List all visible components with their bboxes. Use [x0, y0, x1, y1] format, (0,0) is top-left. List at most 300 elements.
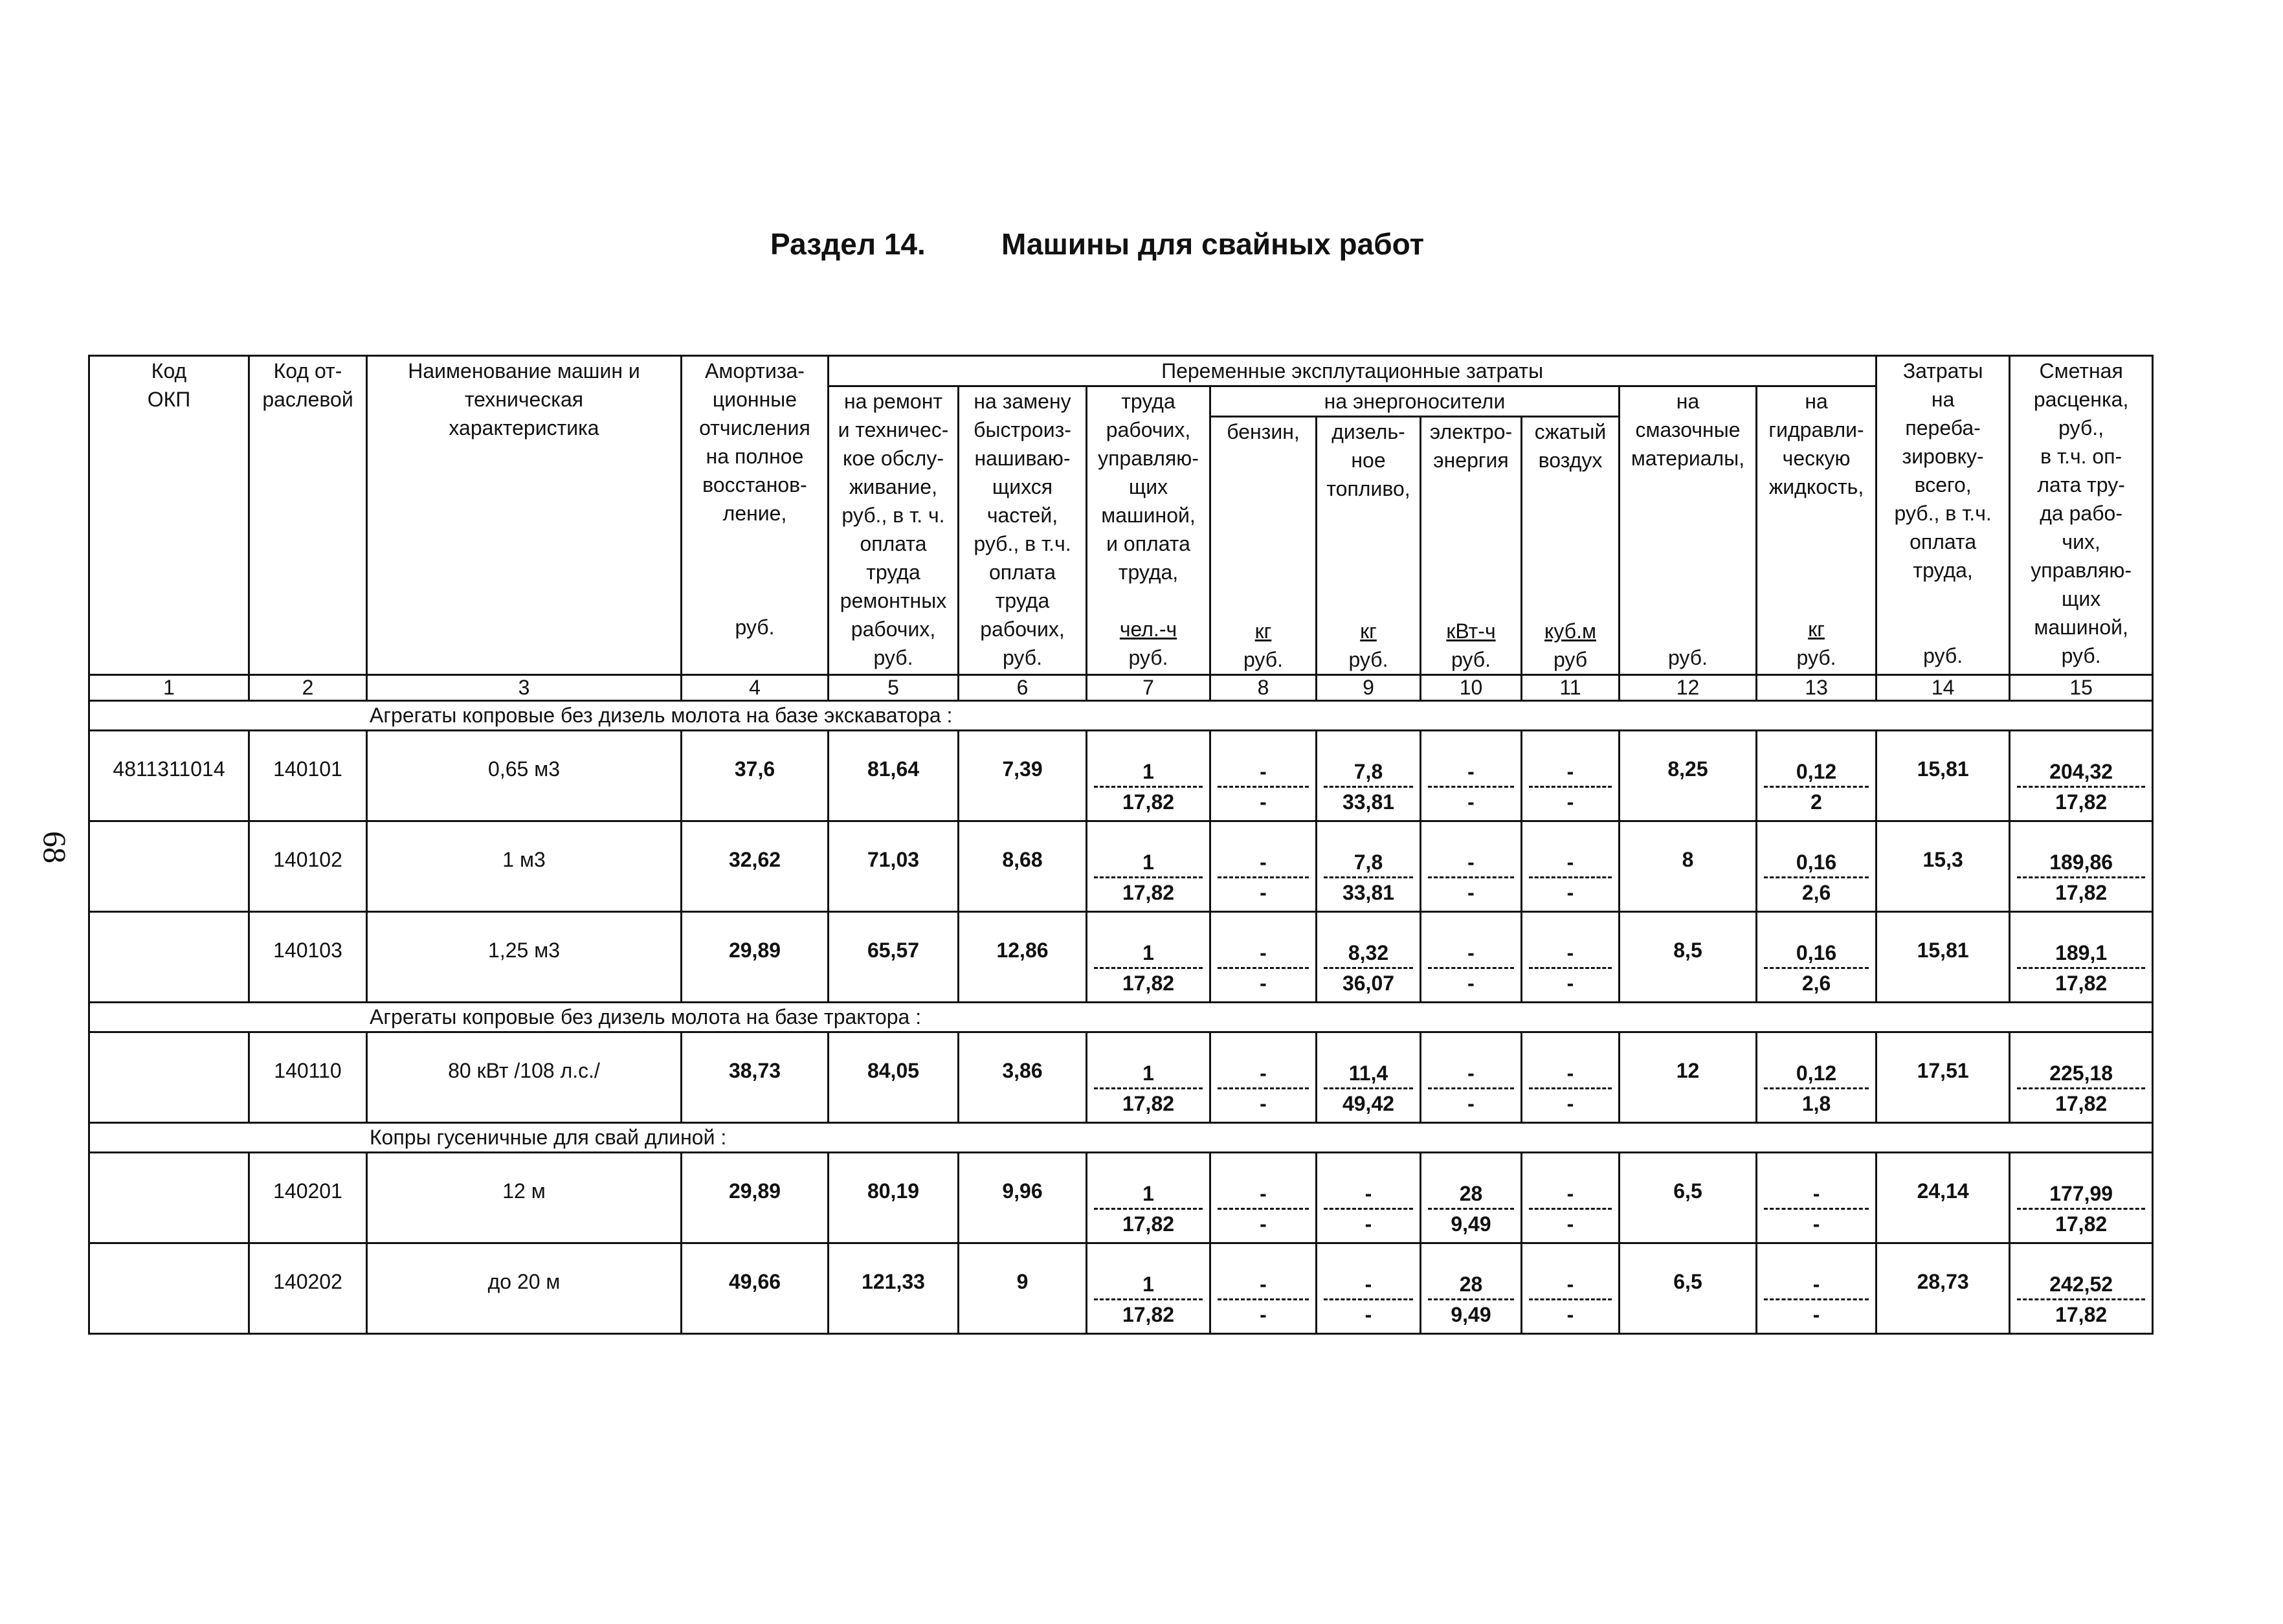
labor — [1087, 912, 1210, 1003]
header-line: ление, — [722, 502, 787, 525]
hydraulic-fluid — [1757, 1032, 1877, 1123]
hydraulic-fluid-bottom: 2,6 — [1801, 881, 1831, 904]
header-line: машиной, — [2034, 616, 2128, 639]
header-line: всего, — [1914, 473, 1972, 496]
parts-cost — [959, 731, 1087, 821]
labor — [1087, 1032, 1210, 1123]
unit-label: кг — [1360, 619, 1377, 643]
hydraulic-fluid-pair — [1757, 939, 1875, 997]
electricity-pair — [1421, 1179, 1520, 1238]
estimate-rate-bottom: 17,82 — [2055, 1212, 2108, 1236]
unit-label: руб. — [1796, 646, 1836, 669]
header-parts — [959, 386, 1087, 675]
header-line: ное — [1351, 449, 1386, 472]
parts-cost-value: 9 — [1016, 1270, 1029, 1293]
diesel-bottom: 36,07 — [1342, 972, 1395, 995]
header-line: ционные — [712, 388, 797, 411]
header-line: управляю- — [2031, 559, 2132, 582]
header-okp — [89, 356, 249, 675]
compressed-air — [1522, 821, 1620, 912]
compressed-air — [1522, 1243, 1620, 1334]
relocation-value: 15,3 — [1922, 848, 1963, 871]
amortization — [682, 1153, 829, 1243]
header-line: восстанов- — [702, 473, 807, 496]
labor-pair — [1087, 848, 1209, 907]
group-row — [89, 1123, 2153, 1153]
sector-code — [249, 912, 367, 1003]
estimate-rate-pair — [2010, 939, 2152, 997]
header-line: гидравли- — [1768, 418, 1864, 441]
compressed-air-top: - — [1529, 1179, 1612, 1210]
header-line: руб., в т. ч. — [841, 504, 945, 527]
table-row — [89, 821, 2153, 912]
labor — [1087, 821, 1210, 912]
header-line: сжатый — [1534, 420, 1607, 443]
amortization — [682, 731, 829, 821]
machine-name — [367, 1032, 682, 1123]
compressed-air-pair — [1522, 848, 1618, 907]
repair-cost — [829, 731, 959, 821]
okp-code — [89, 1243, 249, 1334]
header-line: ческую — [1782, 447, 1851, 470]
header-line: на — [1676, 390, 1700, 413]
labor-top: 1 — [1094, 1179, 1203, 1210]
column-number: 2 — [249, 675, 367, 701]
unit-label: руб. — [735, 616, 775, 639]
header-line: быстроиз- — [974, 418, 1071, 441]
unit-label: руб. — [873, 646, 913, 669]
sector-code-value: 140110 — [274, 1059, 342, 1082]
header-line: Затраты — [1902, 359, 1983, 383]
header-line: чих, — [2062, 530, 2100, 553]
group-title: Копры гусеничные для свай длиной : — [89, 1123, 2153, 1153]
labor-top: 1 — [1094, 1059, 1203, 1089]
compressed-air-pair — [1522, 939, 1618, 997]
table-row — [89, 1153, 2153, 1243]
header-relocation — [1877, 356, 2010, 675]
petrol-top: - — [1218, 848, 1309, 878]
estimate-rate-top: 225,18 — [2017, 1059, 2145, 1089]
relocation — [1877, 731, 2010, 821]
header-line: топливо, — [1326, 477, 1410, 500]
hydraulic-fluid-pair — [1757, 1179, 1875, 1238]
lubricants-value: 6,5 — [1673, 1179, 1702, 1203]
machine-name-value: 80 кВт /108 л.с./ — [448, 1059, 600, 1082]
hydraulic-fluid — [1757, 1153, 1877, 1243]
repair-cost — [829, 1153, 959, 1243]
relocation-value: 28,73 — [1917, 1270, 1969, 1293]
header-line: на — [1931, 388, 1955, 411]
page-number: 68 — [37, 831, 73, 863]
parts-cost-value: 12,86 — [996, 939, 1049, 962]
lubricants — [1620, 1153, 1757, 1243]
header-repair — [829, 386, 959, 675]
compressed-air-pair — [1522, 1179, 1618, 1238]
petrol-top: - — [1218, 1179, 1309, 1210]
hydraulic-fluid-top: - — [1764, 1179, 1869, 1210]
diesel-bottom: - — [1364, 1212, 1372, 1236]
lubricants — [1620, 912, 1757, 1003]
diesel — [1317, 912, 1421, 1003]
machine-name — [367, 821, 682, 912]
unit-label: кВт-ч — [1446, 619, 1496, 643]
repair-cost-value: 65,57 — [867, 939, 920, 962]
compressed-air-bottom: - — [1566, 790, 1574, 814]
electricity — [1421, 731, 1522, 821]
repair-cost — [829, 1032, 959, 1123]
header-labor — [1087, 386, 1210, 675]
header-estimate — [2010, 356, 2153, 675]
electricity-pair — [1421, 848, 1520, 907]
compressed-air-pair — [1522, 757, 1618, 816]
compressed-air-top: - — [1529, 757, 1612, 788]
hydraulic-fluid-bottom: 2 — [1810, 790, 1822, 814]
header-energy — [1210, 386, 1620, 417]
hydraulic-fluid-top: 0,16 — [1764, 848, 1869, 878]
unit-label: кг — [1254, 619, 1272, 643]
diesel-bottom: 49,42 — [1342, 1092, 1395, 1115]
electricity-bottom: 9,49 — [1451, 1212, 1491, 1236]
header-line: щих — [1128, 475, 1168, 498]
diesel-pair — [1317, 939, 1420, 997]
electricity-top: 28 — [1428, 1179, 1514, 1210]
sector-code-value: 140202 — [273, 1270, 342, 1293]
header-line: руб., в т.ч. — [974, 532, 1071, 555]
amortization-value: 49,66 — [728, 1270, 781, 1293]
header-line: на энергоносители — [1324, 390, 1506, 413]
repair-cost — [829, 821, 959, 912]
header-line: Код от- — [273, 359, 342, 383]
petrol-bottom: - — [1260, 1092, 1267, 1115]
labor-bottom: 17,82 — [1122, 1212, 1175, 1236]
petrol-pair — [1211, 1059, 1315, 1118]
diesel-top: - — [1324, 1270, 1413, 1300]
estimate-rate — [2010, 731, 2153, 821]
hydraulic-fluid-bottom: 2,6 — [1801, 972, 1831, 995]
amortization — [682, 821, 829, 912]
header-line: энергия — [1433, 449, 1509, 472]
estimate-rate-top: 189,86 — [2017, 848, 2145, 878]
petrol-top: - — [1218, 757, 1309, 788]
diesel-bottom: 33,81 — [1342, 881, 1395, 904]
header-line: рабочих, — [851, 617, 936, 641]
electricity — [1421, 912, 1522, 1003]
okp-code — [89, 731, 249, 821]
electricity-top: 28 — [1428, 1270, 1514, 1300]
estimate-rate — [2010, 1153, 2153, 1243]
unit-label: руб. — [1243, 648, 1283, 671]
estimate-rate-bottom: 17,82 — [2055, 790, 2108, 814]
section-title — [770, 227, 1424, 261]
estimate-rate — [2010, 1032, 2153, 1123]
compressed-air — [1522, 1153, 1620, 1243]
hydraulic-fluid-bottom: - — [1812, 1303, 1820, 1326]
compressed-air-pair — [1522, 1059, 1618, 1118]
electricity-top: - — [1428, 1059, 1514, 1089]
petrol-pair — [1211, 848, 1315, 907]
diesel-pair — [1317, 848, 1420, 907]
unit-label: куб.м — [1544, 619, 1596, 643]
column-number: 3 — [367, 675, 682, 701]
electricity — [1421, 1032, 1522, 1123]
amortization — [682, 1243, 829, 1334]
sector-code — [249, 1032, 367, 1123]
electricity — [1421, 1153, 1522, 1243]
header-line: лата тру- — [2037, 473, 2125, 496]
estimate-rate-pair — [2010, 1059, 2152, 1118]
unit-label: руб. — [1348, 648, 1388, 671]
header-line: щих — [2062, 587, 2101, 610]
machine-name-value: 1 м3 — [502, 848, 546, 871]
parts-cost — [959, 821, 1087, 912]
hydraulic-fluid-pair — [1757, 848, 1875, 907]
electricity-pair — [1421, 757, 1520, 816]
labor-top: 1 — [1094, 848, 1203, 878]
lubricants — [1620, 821, 1757, 912]
section-name: Машины для свайных работ — [1001, 227, 1425, 261]
petrol — [1210, 731, 1317, 821]
compressed-air-top: - — [1529, 1270, 1612, 1300]
group-title: Агрегаты копровые без дизель молота на базе экскаватора : — [89, 701, 2153, 731]
header-line: труда — [995, 589, 1050, 612]
header-line: на — [1805, 390, 1828, 413]
amortization-value: 37,6 — [734, 757, 775, 781]
relocation-value: 17,51 — [1917, 1059, 1969, 1082]
header-line: Наименование машин и — [408, 359, 640, 383]
labor — [1087, 731, 1210, 821]
unit-label: чел.-ч — [1119, 617, 1177, 641]
header-line: воздух — [1538, 449, 1603, 472]
table-row — [89, 912, 2153, 1003]
unit-label: руб. — [2061, 644, 2101, 667]
relocation-value: 24,14 — [1917, 1179, 1969, 1203]
relocation — [1877, 1153, 2010, 1243]
hydraulic-fluid-bottom: - — [1812, 1212, 1820, 1236]
unit-label: руб. — [1923, 644, 1963, 667]
header-petrol — [1210, 417, 1317, 675]
electricity — [1421, 1243, 1522, 1334]
table-row — [89, 1243, 2153, 1334]
compressed-air-bottom: - — [1566, 1212, 1574, 1236]
labor-bottom: 17,82 — [1122, 1303, 1175, 1326]
estimate-rate-top: 204,32 — [2017, 757, 2145, 788]
relocation — [1877, 821, 2010, 912]
header-line: живание, — [849, 475, 937, 498]
petrol-bottom: - — [1260, 972, 1267, 995]
table-row — [89, 731, 2153, 821]
column-number: 14 — [1877, 675, 2010, 701]
estimate-rate-bottom: 17,82 — [2055, 972, 2108, 995]
unit-label: кг — [1808, 617, 1825, 641]
estimate-rate-bottom: 17,82 — [2055, 1303, 2108, 1326]
diesel — [1317, 731, 1421, 821]
header-machine-name — [367, 356, 682, 675]
diesel-top: 7,8 — [1324, 848, 1413, 878]
parts-cost-value: 7,39 — [1002, 757, 1043, 781]
lubricants-value: 12 — [1676, 1059, 1700, 1082]
hydraulic-fluid — [1757, 1243, 1877, 1334]
header-line: машиной, — [1101, 504, 1196, 527]
labor-pair — [1087, 1059, 1209, 1118]
header-line: рабочих, — [1106, 418, 1191, 441]
lubricants-value: 8,25 — [1667, 757, 1708, 781]
header-line: управляю- — [1098, 447, 1199, 470]
header-line: нашиваю- — [974, 447, 1071, 470]
sector-code-value: 140103 — [273, 939, 342, 962]
repair-cost-value: 80,19 — [867, 1179, 920, 1203]
electricity-pair — [1421, 1270, 1520, 1329]
sector-code-value: 140102 — [273, 848, 342, 871]
header-line: труда — [866, 561, 920, 584]
hydraulic-fluid-pair — [1757, 1059, 1875, 1118]
relocation — [1877, 1032, 2010, 1123]
column-number-row — [89, 675, 2153, 701]
header-compressed-air — [1522, 417, 1620, 675]
labor-bottom: 17,82 — [1122, 881, 1175, 904]
header-line: дизель- — [1331, 420, 1405, 443]
okp-code — [89, 1032, 249, 1123]
okp-code — [89, 1153, 249, 1243]
compressed-air — [1522, 912, 1620, 1003]
estimate-rate-pair — [2010, 1270, 2152, 1329]
compressed-air — [1522, 1032, 1620, 1123]
estimate-rate-bottom: 17,82 — [2055, 1092, 2108, 1115]
diesel — [1317, 821, 1421, 912]
electricity-top: - — [1428, 848, 1514, 878]
header-line: зировку- — [1902, 445, 1984, 468]
diesel-top: - — [1324, 1179, 1413, 1210]
electricity — [1421, 821, 1522, 912]
electricity-bottom: - — [1467, 972, 1475, 995]
hydraulic-fluid — [1757, 821, 1877, 912]
lubricants-value: 8 — [1682, 848, 1694, 871]
header-line: жидкость, — [1768, 475, 1864, 498]
estimate-rate-top: 177,99 — [2017, 1179, 2145, 1210]
compressed-air-pair — [1522, 1270, 1618, 1329]
petrol-pair — [1211, 1179, 1315, 1238]
parts-cost — [959, 1243, 1087, 1334]
column-number: 10 — [1421, 675, 1522, 701]
labor-pair — [1087, 1270, 1209, 1329]
header-line: щихся — [992, 475, 1053, 498]
lubricants-value: 6,5 — [1673, 1270, 1702, 1293]
parts-cost — [959, 1032, 1087, 1123]
machine-name — [367, 1153, 682, 1243]
header-line: руб., — [2058, 416, 2104, 439]
header-lubricants — [1620, 386, 1757, 675]
header-line: да рабо- — [2040, 502, 2122, 525]
header-line: отчисления — [699, 416, 810, 439]
hydraulic-fluid-pair — [1757, 1270, 1875, 1329]
section-number: Раздел 14. — [770, 227, 926, 261]
petrol-top: - — [1218, 1059, 1309, 1089]
header-line: материалы, — [1631, 447, 1745, 470]
relocation — [1877, 912, 2010, 1003]
estimate-rate-pair — [2010, 1179, 2152, 1238]
hydraulic-fluid-pair — [1757, 757, 1875, 816]
compressed-air-bottom: - — [1566, 972, 1574, 995]
estimate-rate — [2010, 821, 2153, 912]
compressed-air-top: - — [1529, 848, 1612, 878]
okp-code — [89, 821, 249, 912]
machine-name-value: 1,25 м3 — [488, 939, 560, 962]
electricity-bottom: 9,49 — [1451, 1303, 1491, 1326]
sector-code — [249, 1243, 367, 1334]
electricity-top: - — [1428, 757, 1514, 788]
header-sector-code — [249, 356, 367, 675]
hydraulic-fluid — [1757, 731, 1877, 821]
header-line: электро- — [1429, 420, 1513, 443]
column-number: 12 — [1620, 675, 1757, 701]
petrol-top: - — [1218, 939, 1309, 969]
unit-label: руб — [1553, 648, 1588, 671]
labor — [1087, 1153, 1210, 1243]
parts-cost — [959, 912, 1087, 1003]
diesel-top: 8,32 — [1324, 939, 1413, 969]
labor-pair — [1087, 757, 1209, 816]
group-title: Агрегаты копровые без дизель молота на базе трактора : — [89, 1003, 2153, 1032]
machine-name — [367, 731, 682, 821]
okp-code-value: 4811311014 — [113, 757, 225, 781]
machine-cost-table — [88, 355, 2154, 1335]
header-line: техническая — [464, 388, 584, 411]
hydraulic-fluid-top: - — [1764, 1270, 1869, 1300]
diesel-bottom: 33,81 — [1342, 790, 1395, 814]
header-line: труда — [1121, 390, 1175, 413]
electricity-pair — [1421, 1059, 1520, 1118]
header-line: бензин, — [1227, 420, 1300, 443]
petrol-pair — [1211, 1270, 1315, 1329]
amortization — [682, 912, 829, 1003]
header-line: характеристика — [449, 416, 599, 439]
labor-pair — [1087, 939, 1209, 997]
header-line: труда, — [1118, 561, 1179, 584]
header-row-1 — [89, 356, 2153, 386]
header-line: оплата — [860, 532, 927, 555]
header-line: ОКП — [147, 388, 191, 411]
header-line: руб., в т.ч. — [1894, 502, 1992, 525]
header-diesel — [1317, 417, 1421, 675]
diesel-bottom: - — [1364, 1303, 1372, 1326]
labor-bottom: 17,82 — [1122, 972, 1175, 995]
header-line: труда, — [1913, 559, 1973, 582]
diesel — [1317, 1153, 1421, 1243]
labor-pair — [1087, 1179, 1209, 1238]
petrol-pair — [1211, 939, 1315, 997]
petrol-bottom: - — [1260, 881, 1267, 904]
compressed-air — [1522, 731, 1620, 821]
petrol-bottom: - — [1260, 1303, 1267, 1326]
lubricants-value: 8,5 — [1673, 939, 1702, 962]
diesel-top: 7,8 — [1324, 757, 1413, 788]
table-row — [89, 1032, 2153, 1123]
repair-cost-value: 84,05 — [867, 1059, 920, 1082]
column-number: 15 — [2010, 675, 2153, 701]
hydraulic-fluid — [1757, 912, 1877, 1003]
estimate-rate-bottom: 17,82 — [2055, 881, 2108, 904]
header-line: расценка, — [2033, 388, 2129, 411]
column-number: 8 — [1210, 675, 1317, 701]
labor-bottom: 17,82 — [1122, 790, 1175, 814]
lubricants — [1620, 731, 1757, 821]
compressed-air-bottom: - — [1566, 1092, 1574, 1115]
column-number: 5 — [829, 675, 959, 701]
header-line: смазочные — [1635, 418, 1741, 441]
header-variable-costs — [829, 356, 1877, 386]
header-line: Амортиза- — [705, 359, 805, 383]
machine-name — [367, 912, 682, 1003]
amortization — [682, 1032, 829, 1123]
